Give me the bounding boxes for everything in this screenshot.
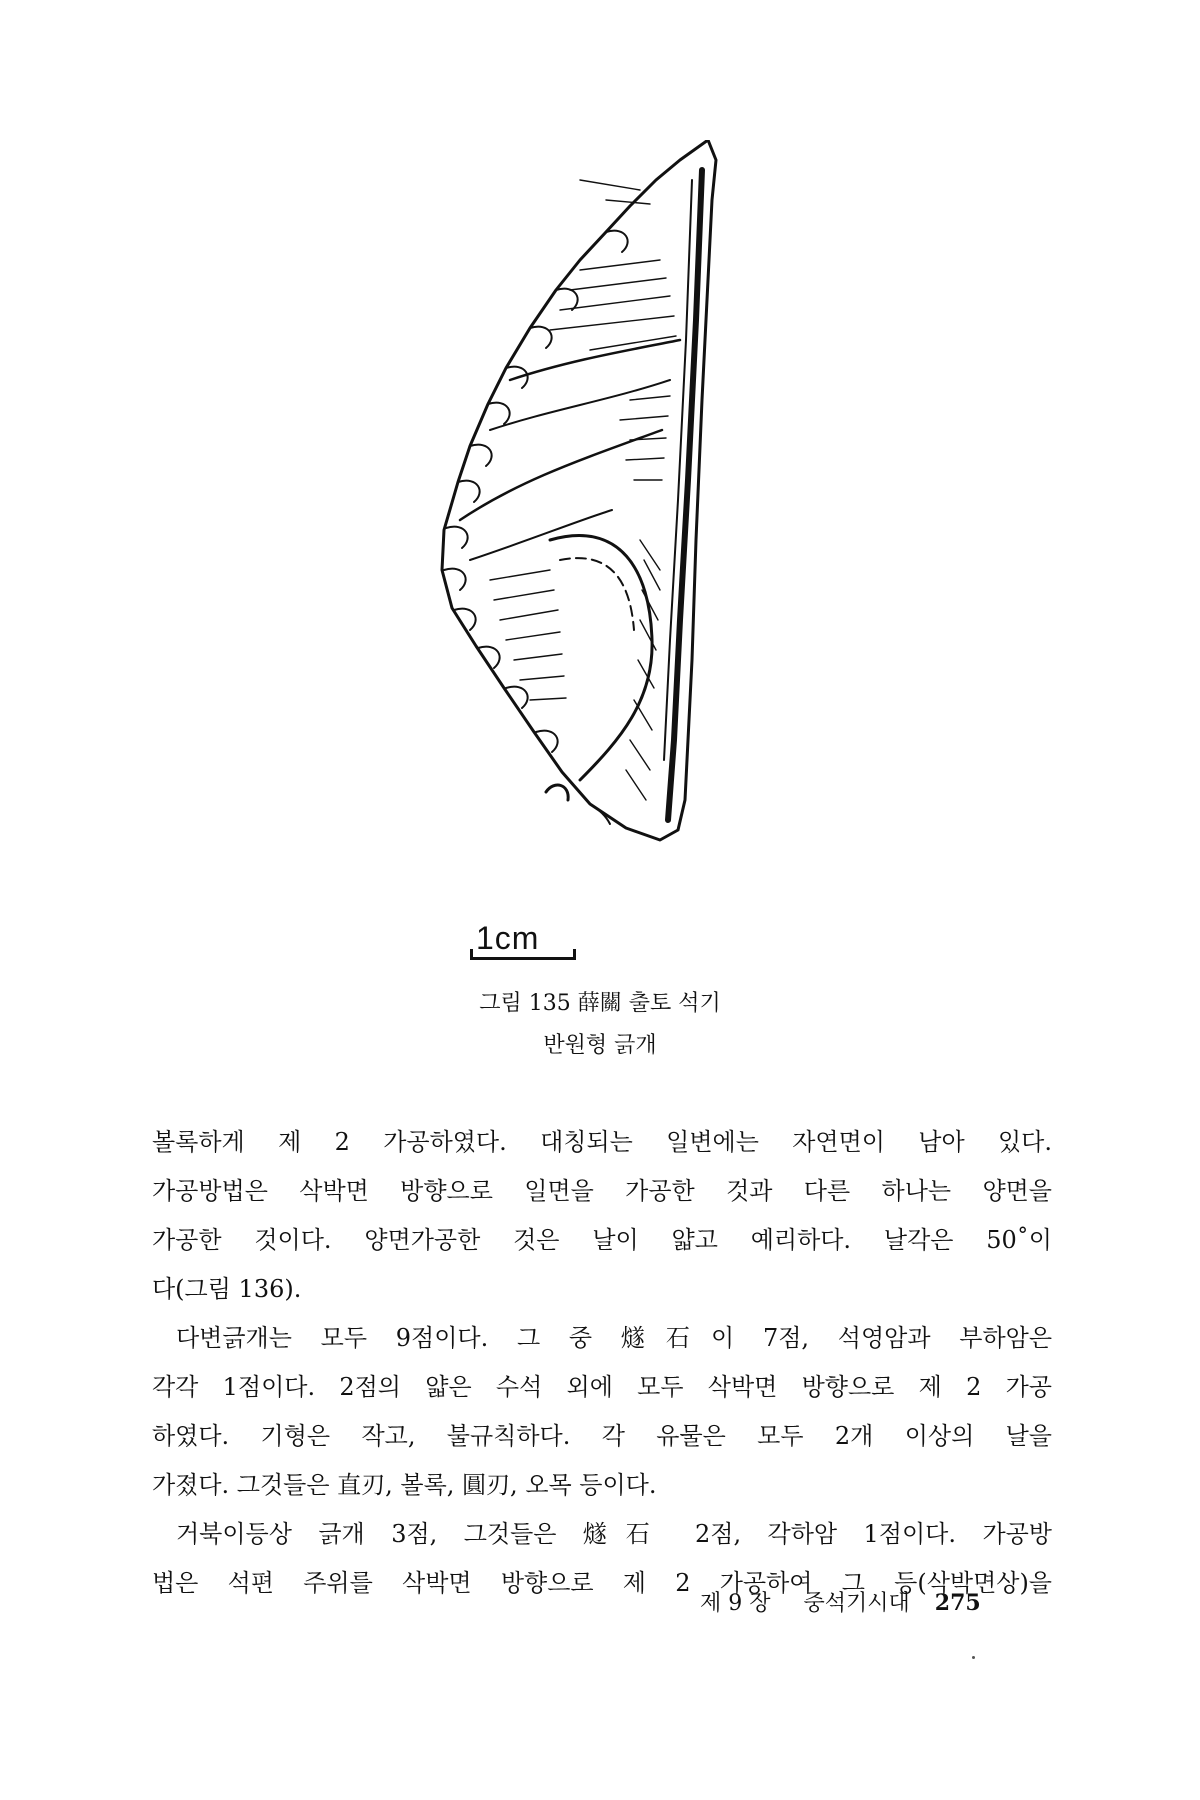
scale-bar — [466, 920, 576, 960]
text-line: 다변긁개는 모두 9점이다. 그 중 燧石이 7점, 석영암과 부하암은 — [176, 1324, 1052, 1352]
figure-caption: 그림 135 薛關 출토 석기 — [479, 991, 721, 1016]
text-line: 가공방법은 삭박면 방향으로 일면을 가공한 것과 다른 하나는 양면을 — [152, 1177, 1052, 1205]
text-line: 법은 석편 주위를 삭박면 방향으로 제 2 가공하여 그 등(삭박면상)을 — [152, 1569, 1052, 1597]
print-speck — [972, 1656, 975, 1659]
stone-tool-illustration — [430, 140, 770, 940]
text-line: 가공한 것이다. 양면가공한 것은 날이 얇고 예리하다. 날각은 50˚이 — [152, 1226, 1052, 1254]
text-line: 가졌다. 그것들은 直刃, 볼록, 圓刃, 오목 등이다. — [152, 1471, 657, 1499]
text-line: 거북이등상 긁개 3점, 그것들은 燧石 2점, 각하암 1점이다. 가공방 — [176, 1520, 1052, 1548]
figure-subcaption: 반원형 긁개 — [543, 1033, 657, 1058]
running-footer — [700, 1586, 981, 1617]
chapter-label: 제 9 장 — [700, 1591, 771, 1616]
chapter-title: 중석기시대 — [803, 1591, 910, 1616]
text-line: 각각 1점이다. 2점의 얇은 수석 외에 모두 삭박면 방향으로 제 2 가공 — [152, 1373, 1052, 1401]
scale-bar-line — [470, 949, 576, 960]
scale-label: 1cm — [476, 920, 540, 956]
page-number: 275 — [934, 1590, 981, 1616]
text-line: 다(그림 136). — [152, 1275, 302, 1303]
body-text — [152, 1118, 1052, 1608]
text-line: 하였다. 기형은 작고, 불규칙하다. 각 유물은 모두 2개 이상의 날을 — [152, 1422, 1052, 1450]
text-line: 볼록하게 제 2 가공하였다. 대칭되는 일변에는 자연면이 남아 있다. — [152, 1128, 1052, 1156]
